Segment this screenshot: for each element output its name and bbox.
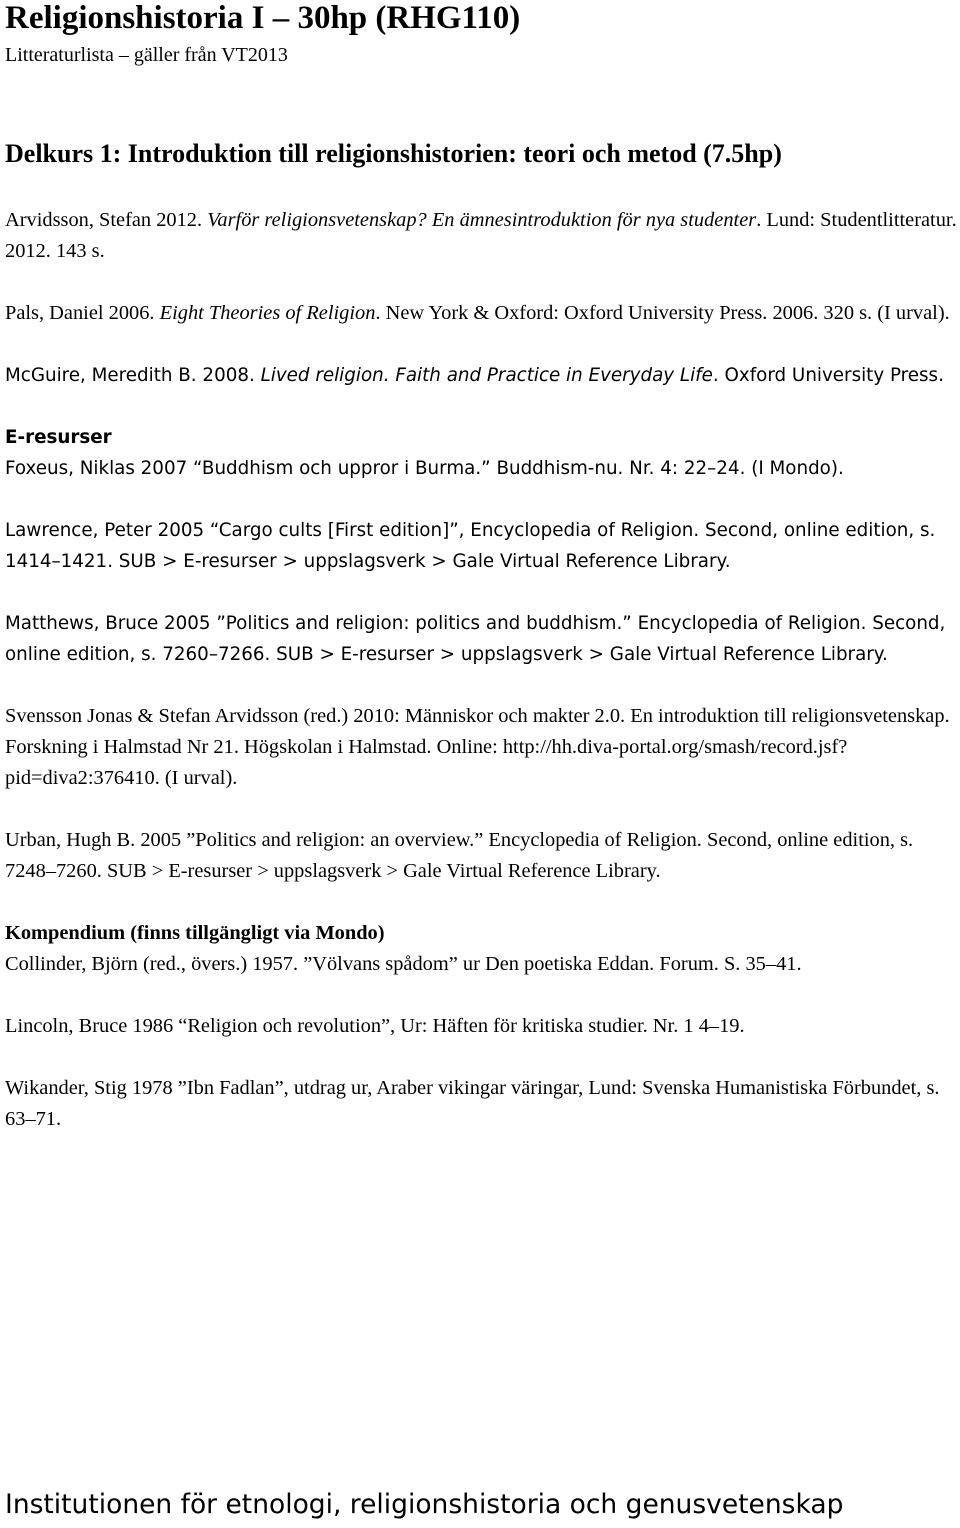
page-footer: Institutionen för etnologi, religionshistoria och genusvetenskap	[5, 1489, 844, 1520]
subheading-eresurser: E-resurser	[5, 427, 112, 448]
subheading-kompendium: Kompendium (finns tillgängligt via Mondo)	[5, 922, 385, 944]
reference-pals: Pals, Daniel 2006. Eight Theories of Religion. New York & Oxford: Oxford University Press. 2006. 320 s. (I urval).	[5, 302, 950, 324]
reference-urban: Urban, Hugh B. 2005 ”Politics and religion: an overview.” Encyclopedia of Religion. Second, online edition, s. 7248–7260. SUB > E-resurser > uppslagsverk > Gale Virtual Reference Library.	[5, 829, 914, 882]
reference-matthews: Matthews, Bruce 2005 ”Politics and religion: politics and buddhism.” Encyclopedia of Religion. Second, online edition, s. 7260–7266. SUB > E-resurser > uppslagsverk > Gale Virtual Reference Library.	[5, 613, 946, 665]
reference-svensson: Svensson Jonas & Stefan Arvidsson (red.) 2010: Människor och makter 2.0. En introduktion till religionsvetenskap. Forskning i Halmstad Nr 21. Högskolan i Halmstad. Online: http://hh.diva-portal.org/smash/record.jsf?pid=diva2:376410. (I urval).	[5, 705, 950, 789]
reference-arvidsson: Arvidsson, Stefan 2012. Varför religionsvetenskap? En ämnesintroduktion för nya studenter. Lund: Studentlitteratur. 2012. 143 s.	[5, 209, 957, 262]
document-subtitle: Litteraturlista – gäller från VT2013	[5, 44, 288, 66]
reference-lincoln: Lincoln, Bruce 1986 “Religion och revolution”, Ur: Häften för kritiska studier. Nr. 1 4–19.	[5, 1015, 745, 1037]
reference-wikander: Wikander, Stig 1978 ”Ibn Fadlan”, utdrag ur, Araber vikingar väringar, Lund: Svenska Humanistiska Förbundet, s. 63–71.	[5, 1077, 940, 1130]
reference-lawrence: Lawrence, Peter 2005 “Cargo cults [First edition]”, Encyclopedia of Religion. Second, online edition, s. 1414–1421. SUB > E-resurser > uppslagsverk > Gale Virtual Reference Library.	[5, 520, 936, 572]
reference-mcguire: McGuire, Meredith B. 2008. Lived religion. Faith and Practice in Everyday Life. Oxford University Press.	[5, 365, 944, 386]
reference-collinder: Collinder, Björn (red., övers.) 1957. ”Völvans spådom” ur Den poetiska Eddan. Forum. S. 35–41.	[5, 953, 802, 975]
document-title: Religionshistoria I – 30hp (RHG110)	[5, 0, 521, 36]
reference-list	[5, 205, 957, 1135]
reference-foxeus: Foxeus, Niklas 2007 “Buddhism och uppror i Burma.” Buddhism-nu. Nr. 4: 22–24. (I Mondo).	[5, 458, 844, 479]
section-heading: Delkurs 1: Introduktion till religionshistorien: teori och metod (7.5hp)	[5, 139, 782, 168]
